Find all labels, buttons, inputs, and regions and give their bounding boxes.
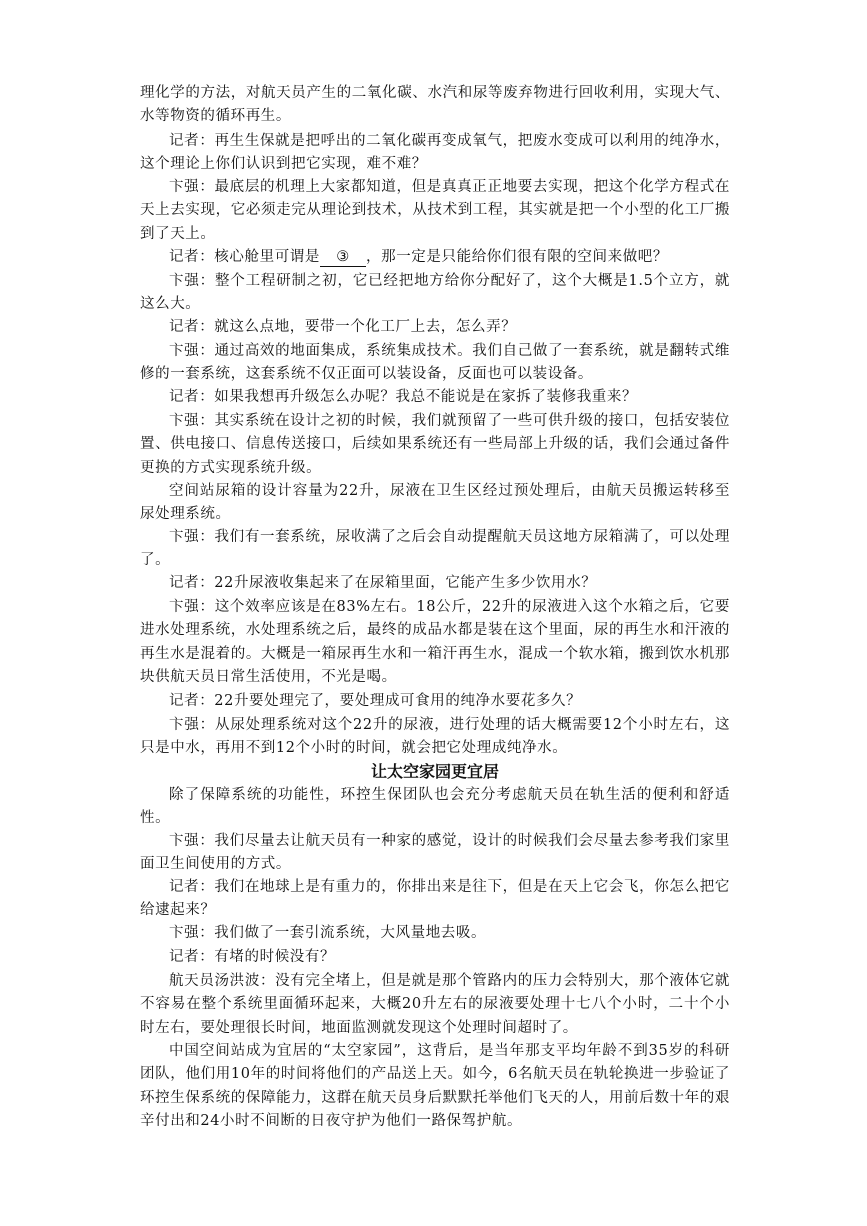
paragraph-text: ，那一定是只能给你们很有限的空间来做吧？ xyxy=(366,249,668,265)
paragraph: 卞强：我们有一套系统，尿收满了之后会自动提醒航天员这地方尿箱满了，可以处理了。 xyxy=(140,529,730,569)
paragraph: 卞强：最底层的机理上大家都知道，但是真真正正地要去实现，把这个化学方程式在天上去实现，它必须走完从理论到技术，从技术到工程，其实就是把一个小型的化工厂搬到了天上。 xyxy=(140,179,730,242)
section-heading: 让太空家园更宜居 xyxy=(370,762,499,781)
paragraph: 中国空间站成为宜居的“太空家园”，这背后，是当年那支平均年龄不到35岁的科研团队，他们用10年的时间将他们的产品送上天。如今，6名航天员在轨轮换进一步验证了环控生保系统的保障能力，这群在航天员身后默默托举他们飞天的人，用前后数十年的艰辛付出和24小时不间断的日夜守护为他们一路保驾护航。 xyxy=(140,1043,730,1129)
paragraph: 记者：22升要处理完了，要处理成可食用的纯净水要花多久？ xyxy=(169,693,582,709)
paragraph: 卞强：通过高效的地面集成，系统集成技术。我们自己做了一套系统，就是翻转式维修的一套系统，这套系统不仅正面可以装设备，反面也可以装设备。 xyxy=(140,343,730,383)
fill-in-blank: ③ xyxy=(320,248,366,267)
paragraph: 卞强：我们尽量去让航天员有一种家的感觉，设计的时候我们会尽量去参考我们家里面卫生间使用的方式。 xyxy=(140,833,730,873)
paragraph: 卞强：这个效率应该是在83%左右。18公斤，22升的尿液进入这个水箱之后，它要进水处理系统，水处理系统之后，最终的成品水都是装在这个里面，尿的再生水和汗液的再生水是混着的。大概是一箱尿再生水和一箱汗再生水，混成一个软水箱，搬到饮水机那块供航天员日常生活使用，不光是喝。 xyxy=(140,599,730,685)
paragraph: 记者：如果我想再升级怎么办呢？我总不能说是在家拆了装修我重来？ xyxy=(169,389,638,405)
paragraph: 卞强：整个工程研制之初，它已经把地方给你分配好了，这个大概是1.5个立方，就这么大。 xyxy=(140,273,730,313)
paragraph: 记者：再生生保就是把呼出的二氧化碳再变成氧气，把废水变成可以利用的纯净水，这个理论上你们认识到把它实现，难不难？ xyxy=(140,133,730,173)
paragraph-with-blank xyxy=(140,246,730,269)
paragraph: 空间站尿箱的设计容量为22升，尿液在卫生区经过预处理后，由航天员搬运转移至尿处理系统。 xyxy=(140,483,730,523)
paragraph-text: 记者：核心舱里可谓是 xyxy=(169,249,320,265)
paragraph: 记者：我们在地球上是有重力的，你排出来是往下，但是在天上它会飞，你怎么把它给逮起来？ xyxy=(140,879,730,919)
paragraph: 理化学的方法，对航天员产生的二氧化碳、水汽和尿等废弃物进行回收利用，实现大气、水等物资的循环再生。 xyxy=(140,85,730,125)
paragraph: 卞强：从尿处理系统对这个22升的尿液，进行处理的话大概需要12个小时左右，这只是中水，再用不到12个小时的时间，就会把它处理成纯净水。 xyxy=(140,717,730,757)
paragraph: 记者：有堵的时候没有？ xyxy=(169,949,336,965)
paragraph: 记者：就这么点地，要带一个化工厂上去，怎么弄？ xyxy=(169,319,517,335)
paragraph: 卞强：我们做了一套引流系统，大风量地去吸。 xyxy=(169,925,487,941)
paragraph: 除了保障系统的功能性，环控生保团队也会充分考虑航天员在轨生活的便利和舒适性。 xyxy=(140,787,730,827)
paragraph: 记者：22升尿液收集起来了在尿箱里面，它能产生多少饮用水？ xyxy=(169,575,597,591)
paragraph: 卞强：其实系统在设计之初的时候，我们就预留了一些可供升级的接口，包括安装位置、供电接口、信息传送接口，后续如果系统还有一些局部上升级的话，我们会通过备件更换的方式实现系统升级。 xyxy=(140,413,730,476)
paragraph: 航天员汤洪波：没有完全堵上，但是就是那个管路内的压力会特别大，那个液体它就不容易在整个系统里面循环起来，大概20升左右的尿液要处理十七八个小时，二十个小时左右，要处理很长时间，地面监测就发现这个处理时间超时了。 xyxy=(140,973,730,1036)
